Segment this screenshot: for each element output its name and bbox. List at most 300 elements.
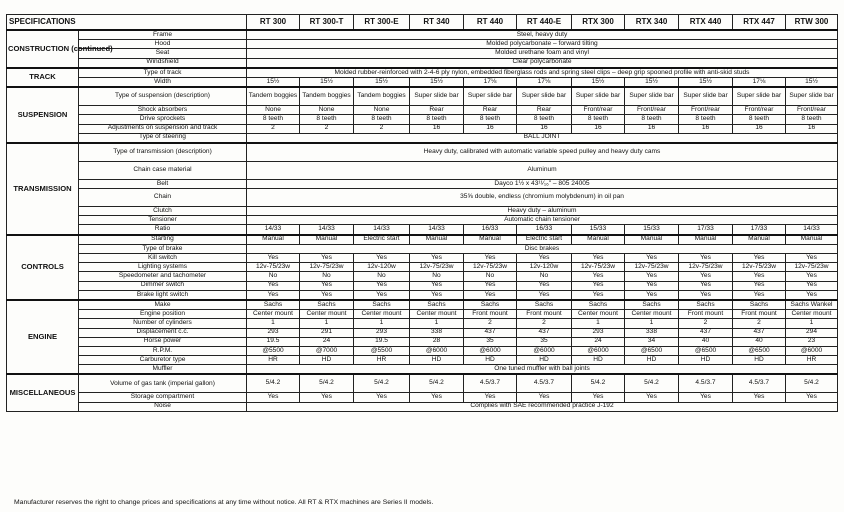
value-cell: Manual xyxy=(625,235,679,245)
value-cell: 15½ xyxy=(410,77,464,87)
spec-row xyxy=(7,216,838,225)
value-cell: Sachs xyxy=(625,300,679,310)
value-cell: Yes xyxy=(464,254,517,263)
spec-row xyxy=(7,337,838,346)
value-cell: 5/4.2 xyxy=(300,374,354,393)
section-heading: MISCELLANEOUS xyxy=(7,374,79,411)
value-cell: Sachs xyxy=(247,300,300,310)
section-heading: SUSPENSION xyxy=(7,87,79,143)
value-cell: 15½ xyxy=(572,77,625,87)
spec-row xyxy=(7,30,838,40)
value-cell: Yes xyxy=(300,281,354,290)
value-cell: Yes xyxy=(354,290,410,300)
table-title: SPECIFICATIONS xyxy=(7,15,247,31)
value-cell: 8 teeth xyxy=(679,115,733,124)
value-cell: 5/4.2 xyxy=(572,374,625,393)
spanning-value: Complies with SAE recommended practice J-192 xyxy=(247,402,838,411)
spec-row xyxy=(7,263,838,272)
value-cell: 16 xyxy=(786,124,838,133)
value-cell: @6000 xyxy=(517,346,572,355)
value-cell: 16 xyxy=(679,124,733,133)
value-cell: Super slide bar xyxy=(679,87,733,106)
value-cell: HD xyxy=(300,356,354,365)
spec-row xyxy=(7,207,838,216)
value-cell: Manual xyxy=(786,235,838,245)
value-cell: Yes xyxy=(247,281,300,290)
value-cell: 1 xyxy=(354,319,410,328)
value-cell: Center mount xyxy=(786,310,838,319)
row-label: Type of track xyxy=(79,68,247,78)
value-cell: 1 xyxy=(786,319,838,328)
value-cell: @6000 xyxy=(786,346,838,355)
value-cell: Yes xyxy=(679,393,733,402)
value-cell: 2 xyxy=(354,124,410,133)
value-cell: 5/4.2 xyxy=(786,374,838,393)
spec-body xyxy=(7,30,838,411)
value-cell: Super slide bar xyxy=(410,87,464,106)
value-cell: Yes xyxy=(733,254,786,263)
value-cell: Yes xyxy=(410,281,464,290)
section-heading: CONSTRUCTION (continued) xyxy=(7,30,79,68)
row-label: Speedometer and tachometer xyxy=(79,272,247,281)
spanning-value: Aluminum xyxy=(247,161,838,179)
value-cell: Yes xyxy=(679,272,733,281)
value-cell: 40 xyxy=(679,337,733,346)
row-label: Number of cylinders xyxy=(79,319,247,328)
value-cell: Yes xyxy=(572,393,625,402)
value-cell: Front/rear xyxy=(572,106,625,115)
value-cell: Yes xyxy=(679,281,733,290)
value-cell: 12v-75/23w xyxy=(733,263,786,272)
spec-row xyxy=(7,254,838,263)
spec-row xyxy=(7,402,838,411)
value-cell: Yes xyxy=(625,281,679,290)
value-cell: 12v-75/23w xyxy=(247,263,300,272)
value-cell: 16/33 xyxy=(517,225,572,235)
row-label: Ratio xyxy=(79,225,247,235)
spec-row xyxy=(7,346,838,355)
value-cell: Super slide bar xyxy=(786,87,838,106)
value-cell: Sachs xyxy=(354,300,410,310)
value-cell: HD xyxy=(410,356,464,365)
row-label: Clutch xyxy=(79,207,247,216)
value-cell: 24 xyxy=(300,337,354,346)
value-cell: 293 xyxy=(354,328,410,337)
value-cell: 8 teeth xyxy=(354,115,410,124)
value-cell: Manual xyxy=(733,235,786,245)
value-cell: 338 xyxy=(625,328,679,337)
spec-row xyxy=(7,310,838,319)
value-cell: Yes xyxy=(786,281,838,290)
value-cell: Sachs xyxy=(572,300,625,310)
value-cell: 8 teeth xyxy=(247,115,300,124)
value-cell: Rear xyxy=(517,106,572,115)
spec-row xyxy=(7,225,838,235)
row-label: Hood xyxy=(79,40,247,49)
value-cell: 1 xyxy=(247,319,300,328)
value-cell: Yes xyxy=(517,290,572,300)
value-cell: 8 teeth xyxy=(300,115,354,124)
value-cell: Yes xyxy=(572,281,625,290)
value-cell: 4.5/3.7 xyxy=(464,374,517,393)
value-cell: 23 xyxy=(786,337,838,346)
value-cell: HD xyxy=(464,356,517,365)
model-header: RT 300-T xyxy=(300,15,354,31)
value-cell: Yes xyxy=(464,393,517,402)
value-cell: Tandem boggies xyxy=(300,87,354,106)
model-header: RT 300 xyxy=(247,15,300,31)
spanning-value: Heavy duty – aluminum xyxy=(247,207,838,216)
value-cell: 14/33 xyxy=(354,225,410,235)
value-cell: 16 xyxy=(733,124,786,133)
value-cell: 17⅛ xyxy=(464,77,517,87)
row-label: Type of transmission (description) xyxy=(79,143,247,162)
spec-row xyxy=(7,319,838,328)
value-cell: 15/33 xyxy=(572,225,625,235)
value-cell: Yes xyxy=(410,290,464,300)
specifications-table xyxy=(6,14,838,412)
row-label: Width xyxy=(79,77,247,87)
value-cell: Yes xyxy=(625,290,679,300)
value-cell: Front/rear xyxy=(625,106,679,115)
value-cell: Tandem boggies xyxy=(354,87,410,106)
spanning-value: Molded urethane foam and vinyl xyxy=(247,49,838,58)
value-cell: Yes xyxy=(354,254,410,263)
value-cell: 12v-75/23w xyxy=(300,263,354,272)
row-label: Dimmer switch xyxy=(79,281,247,290)
value-cell: Manual xyxy=(679,235,733,245)
value-cell: 15½ xyxy=(354,77,410,87)
row-label: Make xyxy=(79,300,247,310)
spec-row xyxy=(7,272,838,281)
value-cell: 34 xyxy=(625,337,679,346)
value-cell: 15½ xyxy=(679,77,733,87)
value-cell: 16 xyxy=(572,124,625,133)
value-cell: 4.5/3.7 xyxy=(517,374,572,393)
row-label: Brake light switch xyxy=(79,290,247,300)
value-cell: 15/33 xyxy=(625,225,679,235)
value-cell: Rear xyxy=(464,106,517,115)
value-cell: Yes xyxy=(572,290,625,300)
value-cell: 16/33 xyxy=(464,225,517,235)
value-cell: Yes xyxy=(354,393,410,402)
spec-row xyxy=(7,365,838,375)
model-header: RT 340 xyxy=(410,15,464,31)
value-cell: HD xyxy=(733,356,786,365)
value-cell: 293 xyxy=(572,328,625,337)
value-cell: None xyxy=(247,106,300,115)
value-cell: Front/rear xyxy=(786,106,838,115)
value-cell: Yes xyxy=(410,254,464,263)
value-cell: Yes xyxy=(679,290,733,300)
row-label: R.P.M. xyxy=(79,346,247,355)
value-cell: Sachs xyxy=(517,300,572,310)
row-label: Type of suspension (description) xyxy=(79,87,247,106)
value-cell: 19.5 xyxy=(247,337,300,346)
value-cell: Yes xyxy=(517,281,572,290)
value-cell: 8 teeth xyxy=(625,115,679,124)
value-cell: Sachs xyxy=(733,300,786,310)
value-cell: 16 xyxy=(410,124,464,133)
value-cell: Yes xyxy=(572,272,625,281)
model-header: RTX 300 xyxy=(572,15,625,31)
spec-row xyxy=(7,189,838,207)
value-cell: Yes xyxy=(247,290,300,300)
value-cell: Yes xyxy=(625,393,679,402)
section-heading: ENGINE xyxy=(7,300,79,375)
value-cell: 293 xyxy=(247,328,300,337)
spanning-value: BALL JOINT xyxy=(247,133,838,143)
value-cell: 8 teeth xyxy=(572,115,625,124)
value-cell: 16 xyxy=(625,124,679,133)
value-cell: Center mount xyxy=(247,310,300,319)
value-cell: 437 xyxy=(679,328,733,337)
spec-row xyxy=(7,356,838,365)
value-cell: 12v-75/23w xyxy=(625,263,679,272)
value-cell: Front mount xyxy=(679,310,733,319)
value-cell: HR xyxy=(354,356,410,365)
value-cell: Yes xyxy=(464,281,517,290)
value-cell: Center mount xyxy=(625,310,679,319)
value-cell: None xyxy=(300,106,354,115)
value-cell: @6000 xyxy=(572,346,625,355)
value-cell: Yes xyxy=(625,272,679,281)
value-cell: 40 xyxy=(733,337,786,346)
value-cell: 17⅛ xyxy=(517,77,572,87)
value-cell: No xyxy=(300,272,354,281)
value-cell: 8 teeth xyxy=(517,115,572,124)
value-cell: 16 xyxy=(464,124,517,133)
value-cell: No xyxy=(517,272,572,281)
value-cell: Yes xyxy=(464,290,517,300)
model-header: RTX 447 xyxy=(733,15,786,31)
value-cell: Yes xyxy=(679,254,733,263)
spec-row xyxy=(7,300,838,310)
value-cell: 19.5 xyxy=(354,337,410,346)
value-cell: 5/4.2 xyxy=(247,374,300,393)
value-cell: Sachs xyxy=(679,300,733,310)
value-cell: Manual xyxy=(464,235,517,245)
spec-row xyxy=(7,40,838,49)
value-cell: Yes xyxy=(786,272,838,281)
value-cell: @6500 xyxy=(625,346,679,355)
value-cell: 1 xyxy=(300,319,354,328)
value-cell: @7000 xyxy=(300,346,354,355)
value-cell: Yes xyxy=(786,254,838,263)
value-cell: Sachs xyxy=(464,300,517,310)
value-cell: Super slide bar xyxy=(464,87,517,106)
value-cell: 28 xyxy=(410,337,464,346)
model-header: RTX 340 xyxy=(625,15,679,31)
row-label: Displacement c.c. xyxy=(79,328,247,337)
value-cell: 437 xyxy=(517,328,572,337)
row-label: Frame xyxy=(79,30,247,40)
spec-row xyxy=(7,328,838,337)
value-cell: 12v-75/23w xyxy=(679,263,733,272)
value-cell: No xyxy=(410,272,464,281)
value-cell: 12v-75/23w xyxy=(410,263,464,272)
value-cell: 5/4.2 xyxy=(625,374,679,393)
value-cell: Sachs xyxy=(300,300,354,310)
value-cell: Sachs xyxy=(410,300,464,310)
value-cell: Front/rear xyxy=(733,106,786,115)
value-cell: HR xyxy=(247,356,300,365)
value-cell: Super slide bar xyxy=(625,87,679,106)
spec-row xyxy=(7,115,838,124)
value-cell: 15½ xyxy=(786,77,838,87)
spec-row xyxy=(7,235,838,245)
value-cell: 17/33 xyxy=(733,225,786,235)
value-cell: Yes xyxy=(786,290,838,300)
row-label: Lighting systems xyxy=(79,263,247,272)
value-cell: HD xyxy=(517,356,572,365)
model-header: RT 440-E xyxy=(517,15,572,31)
section-heading: CONTROLS xyxy=(7,235,79,300)
value-cell: @6500 xyxy=(733,346,786,355)
row-label: Drive sprockets xyxy=(79,115,247,124)
spanning-value: Molded polycarbonate – forward tilting xyxy=(247,40,838,49)
value-cell: 12v-75/23w xyxy=(464,263,517,272)
value-cell: Front mount xyxy=(464,310,517,319)
model-header: RT 440 xyxy=(464,15,517,31)
spanning-value: Disc brakes xyxy=(247,244,838,253)
spec-row xyxy=(7,87,838,106)
value-cell: @5500 xyxy=(247,346,300,355)
value-cell: Yes xyxy=(300,290,354,300)
value-cell: Front/rear xyxy=(679,106,733,115)
value-cell: 2 xyxy=(300,124,354,133)
value-cell: Yes xyxy=(300,254,354,263)
value-cell: Electric start xyxy=(517,235,572,245)
value-cell: Yes xyxy=(517,254,572,263)
value-cell: HD xyxy=(679,356,733,365)
value-cell: Yes xyxy=(247,254,300,263)
value-cell: Yes xyxy=(300,393,354,402)
spec-row xyxy=(7,281,838,290)
value-cell: Center mount xyxy=(410,310,464,319)
value-cell: 15½ xyxy=(300,77,354,87)
value-cell: 14/33 xyxy=(410,225,464,235)
value-cell: Yes xyxy=(247,393,300,402)
value-cell: 1 xyxy=(410,319,464,328)
value-cell: 294 xyxy=(786,328,838,337)
value-cell: 2 xyxy=(464,319,517,328)
spec-row xyxy=(7,179,838,188)
value-cell: 8 teeth xyxy=(410,115,464,124)
spanning-value: Dayco 1½ x 43¹¹⁄₁₆" – 805 24005 xyxy=(247,179,838,188)
value-cell: 12v-120w xyxy=(354,263,410,272)
value-cell: Center mount xyxy=(572,310,625,319)
value-cell: Yes xyxy=(625,254,679,263)
row-label: Type of steering xyxy=(79,133,247,143)
value-cell: Center mount xyxy=(300,310,354,319)
value-cell: HD xyxy=(572,356,625,365)
row-label: Starting xyxy=(79,235,247,245)
value-cell: 16 xyxy=(517,124,572,133)
row-label: Noise xyxy=(79,402,247,411)
value-cell: None xyxy=(354,106,410,115)
value-cell: 8 teeth xyxy=(786,115,838,124)
model-header: RT 300-E xyxy=(354,15,410,31)
row-label: Storage compartment xyxy=(79,393,247,402)
value-cell: 4.5/3.7 xyxy=(733,374,786,393)
row-label: Windshield xyxy=(79,58,247,68)
spanning-value: Heavy duty, calibrated with automatic variable speed pulley and heavy duty cams xyxy=(247,143,838,162)
value-cell: 291 xyxy=(300,328,354,337)
spanning-value: 35⅝ double, endless (chromium molybdenum) in oil pan xyxy=(247,189,838,207)
row-label: Tensioner xyxy=(79,216,247,225)
spec-row xyxy=(7,106,838,115)
row-label: Chain xyxy=(79,189,247,207)
value-cell: No xyxy=(354,272,410,281)
value-cell: Manual xyxy=(410,235,464,245)
spec-row xyxy=(7,393,838,402)
value-cell: Yes xyxy=(410,393,464,402)
section-heading: TRACK xyxy=(7,68,79,87)
value-cell: 15½ xyxy=(247,77,300,87)
spanning-value: Clear polycarbonate xyxy=(247,58,838,68)
footer-note: Manufacturer reserves the right to change prices and specifications at any time without notice. All RT & RTX machines are Series II models. xyxy=(14,499,434,506)
value-cell: Manual xyxy=(247,235,300,245)
value-cell: 2 xyxy=(733,319,786,328)
value-cell: 12v-75/23w xyxy=(786,263,838,272)
row-label: Engine position xyxy=(79,310,247,319)
value-cell: 12v-120w xyxy=(517,263,572,272)
value-cell: Front mount xyxy=(733,310,786,319)
spanning-value: One tuned muffler with ball joints xyxy=(247,365,838,375)
value-cell: 12v-75/23w xyxy=(572,263,625,272)
value-cell: 5/4.2 xyxy=(410,374,464,393)
value-cell: Sachs Wankel xyxy=(786,300,838,310)
row-label: Volume of gas tank (imperial gallon) xyxy=(79,374,247,393)
value-cell: Manual xyxy=(300,235,354,245)
row-label: Adjustments on suspension and track xyxy=(79,124,247,133)
value-cell: HR xyxy=(786,356,838,365)
spec-row xyxy=(7,143,838,162)
value-cell: @6000 xyxy=(410,346,464,355)
value-cell: 2 xyxy=(679,319,733,328)
value-cell: Tandem boggies xyxy=(247,87,300,106)
spanning-value: Steel, heavy duty xyxy=(247,30,838,40)
value-cell: Yes xyxy=(517,393,572,402)
row-label: Shock absorbers xyxy=(79,106,247,115)
spec-row xyxy=(7,244,838,253)
value-cell: 5/4.2 xyxy=(354,374,410,393)
spec-row xyxy=(7,77,838,87)
value-cell: Manual xyxy=(572,235,625,245)
value-cell: Yes xyxy=(733,393,786,402)
value-cell: 14/33 xyxy=(247,225,300,235)
value-cell: 17⅛ xyxy=(733,77,786,87)
value-cell: 338 xyxy=(410,328,464,337)
value-cell: 24 xyxy=(572,337,625,346)
value-cell: 437 xyxy=(464,328,517,337)
row-label: Carburetor type xyxy=(79,356,247,365)
value-cell: 8 teeth xyxy=(464,115,517,124)
value-cell: Yes xyxy=(733,272,786,281)
row-label: Horse power xyxy=(79,337,247,346)
row-label: Muffler xyxy=(79,365,247,375)
spec-row xyxy=(7,161,838,179)
value-cell: 15½ xyxy=(625,77,679,87)
row-label: Belt xyxy=(79,179,247,188)
value-cell: 35 xyxy=(517,337,572,346)
value-cell: Electric start xyxy=(354,235,410,245)
model-header: RTX 440 xyxy=(679,15,733,31)
value-cell: Super slide bar xyxy=(517,87,572,106)
spec-row xyxy=(7,124,838,133)
spec-row xyxy=(7,133,838,143)
